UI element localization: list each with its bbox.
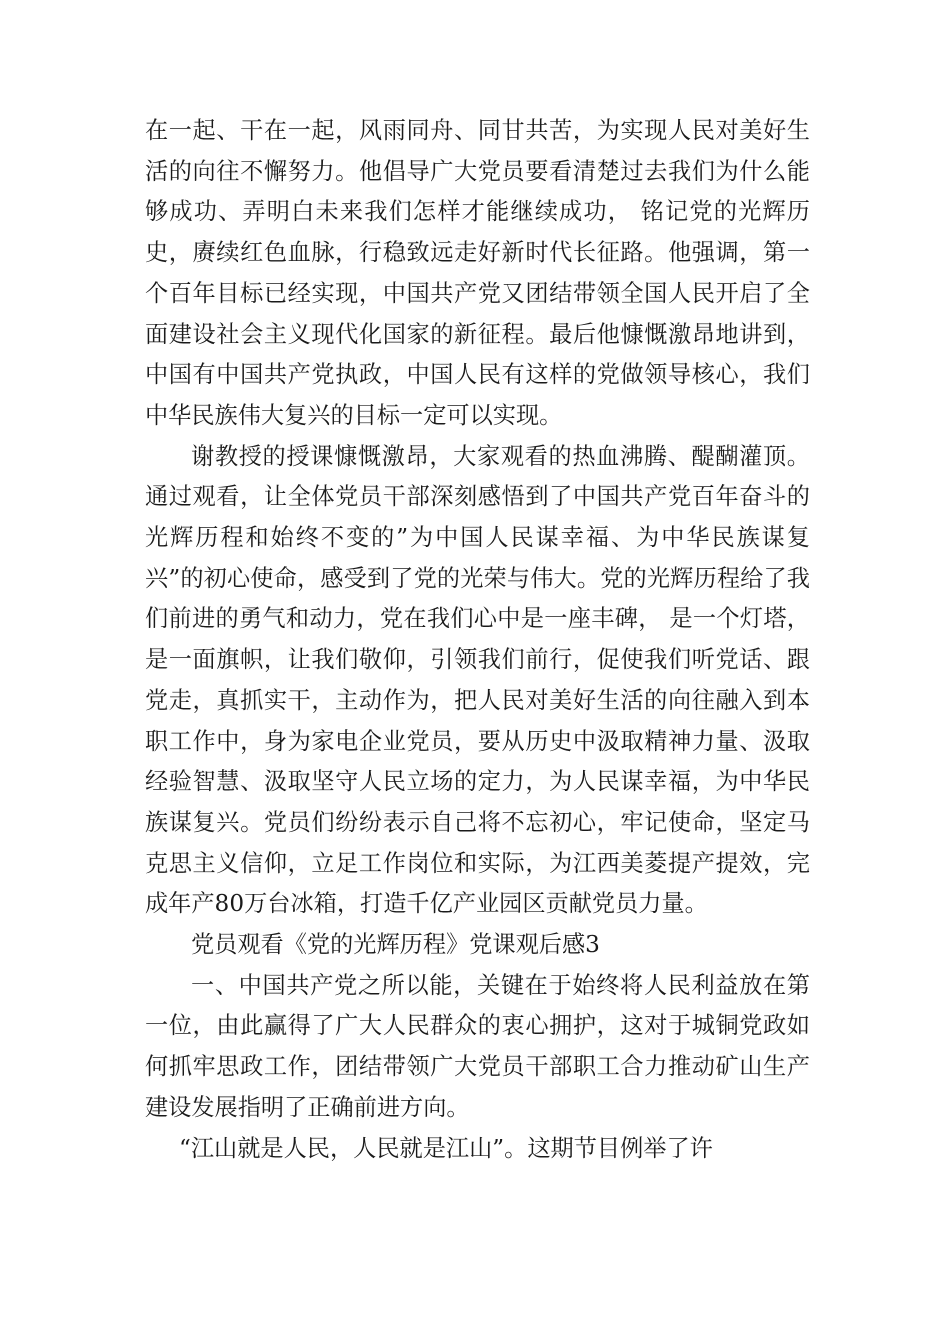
paragraph-continuation: 在一起、干在一起，风雨同舟、同甘共苦，为实现人民对美好生活的向往不懈努力。他倡导广大党员要看清楚过去我们为什么能够成功、弄明白未来我们怎样才能继续成功， 铭记党的光辉历史，赓续红色血脉，行稳致远走好新时代长征路。他强调，第一个百年目标已经实现，中国共产党又团结带领全国人民开启了全面建设社会主义现代化国家的新征程。最后他慷慨激昂地讲到，中国有中国共产党执政，中国人民有这样的党做领导核心，我们中华民族伟大复兴的目标一定可以实现。 <box>145 117 810 429</box>
paragraph-quote: “江山就是人民，人民就是江山”。这期节目例举了许 <box>179 1134 713 1162</box>
paragraph-point-one: 一、中国共产党之所以能，关键在于始终将人民利益放在第一位，由此赢得了广大人民群众的衷心拥护，这对于城铜党政如何抓牢思政工作，团结带领广大党员干部职工合力推动矿山生产建设发展指明了正确前进方向。 <box>145 971 810 1121</box>
paragraph-lecture-review: 谢教授的授课慷慨激昂，大家观看的热血沸腾、醍醐灌顶。通过观看，让全体党员干部深刻感悟到了中国共产党百年奋斗的光辉历程和始终不变的”为中国人民谋幸福、为中华民族谋复兴”的初心使命，感受到了党的光荣与伟大。党的光辉历程给了我们前进的勇气和动力，党在我们心中是一座丰碑， 是一个灯塔，是一面旗帜，让我们敬仰，引领我们前行，促使我们听党话、跟党走，真抓实干，主动作为，把人民对美好生活的向往融入到本职工作中，身为家电企业党员，要从历史中汲取精神力量、汲取经验智慧、汲取坚守人民立场的定力，为人民谋幸福，为中华民族谋复兴。党员们纷纷表示自己将不忘初心，牢记使命，坚定马克思主义信仰，立足工作岗位和实际，为江西美菱提产提效，完成年产80万台冰箱，打造千亿产业园区贡献党员力量。 <box>145 442 810 918</box>
section-title: 党员观看《党的光辉历程》党课观后感3 <box>191 931 600 959</box>
document-body <box>145 111 810 1169</box>
